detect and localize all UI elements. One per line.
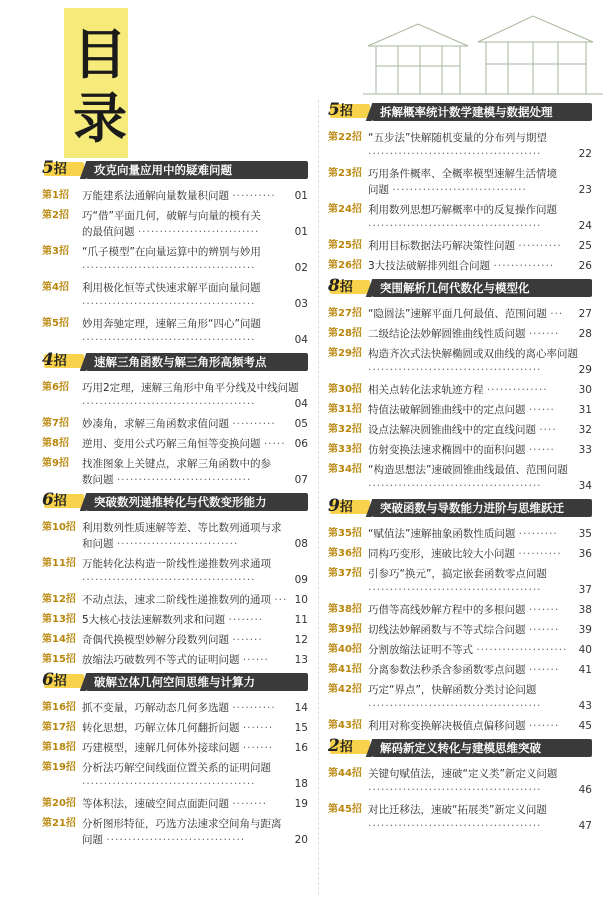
toc-entry[interactable]: 第42招 巧定“界点”，快解函数分类讨论问题 ········································ 43 bbox=[328, 684, 592, 712]
toc-entry[interactable]: 第5招 妙用奔驰定理，速解三角形“四心”问题 ········································ 04 bbox=[42, 318, 308, 346]
column-divider bbox=[318, 100, 319, 895]
toc-entry[interactable]: 第27招 “隐圆法”速解平面几何最值、范围问题 ··· 27 bbox=[328, 308, 592, 320]
section-title: 破解立体几何空间思维与计算力 bbox=[86, 673, 308, 691]
toc-entry[interactable]: 第41招 分离参数法秒杀含参函数零点问题 ······· 41 bbox=[328, 664, 592, 676]
toc-entry[interactable]: 第43招 利用对称变换解决极值点偏移问题 ······· 45 bbox=[328, 720, 592, 732]
toc-entry[interactable]: 第4招 利用极化恒等式快速求解平面向量问题 ········································ 03 bbox=[42, 282, 308, 310]
toc-entry[interactable]: 第15招 放缩法巧破数列不等式的证明问题 ······ 13 bbox=[42, 654, 308, 666]
toc-entry[interactable]: 第19招 分析法巧解空间线面位置关系的证明问题 ········································ 18 bbox=[42, 762, 308, 790]
toc-entry[interactable]: 第28招 二级结论法妙解圆锥曲线性质问题 ······· 28 bbox=[328, 328, 592, 340]
section-title: 解码新定义转化与建模思维突破 bbox=[372, 739, 592, 757]
section-title: 拆解概率统计数学建模与数据处理 bbox=[372, 103, 592, 121]
section-header bbox=[42, 492, 308, 514]
section-header bbox=[42, 672, 308, 694]
toc-entry[interactable]: 第16招 抓不变量，巧解动态几何多选题 ·········· 14 bbox=[42, 702, 308, 714]
section-title: 攻克向量应用中的疑难问题 bbox=[86, 161, 308, 179]
toc-entry[interactable]: 第21招 分析图形特征，巧选方法速求空间角与距离 问题 ································ 20 bbox=[42, 818, 308, 846]
toc-entry[interactable]: 第6招 巧用2定理，速解三角形中角平分线及中线问题 ········································ 04 bbox=[42, 382, 308, 410]
section-title: 速解三角函数与解三角形高频考点 bbox=[86, 353, 308, 371]
section-title: 突破函数与导数能力进阶与思维跃迁 bbox=[372, 499, 592, 517]
toc-entry[interactable]: 第35招 “赋值法”速解抽象函数性质问题 ········· 35 bbox=[328, 528, 592, 540]
toc-entry[interactable]: 第25招 利用目标数据法巧解决策性问题 ·········· 25 bbox=[328, 240, 592, 252]
toc-entry[interactable]: 第22招 “五步法”快解随机变量的分布列与期望 ········································ 22 bbox=[328, 132, 592, 160]
toc-title-char-2: 录 bbox=[73, 86, 127, 150]
section-count: 5招 bbox=[42, 158, 88, 180]
section-count: 5招 bbox=[328, 100, 374, 122]
toc-entry[interactable]: 第40招 分割放缩法证明不等式 ····················· 40 bbox=[328, 644, 592, 656]
section-count: 6招 bbox=[42, 670, 88, 692]
left-column bbox=[42, 158, 308, 852]
toc-entry[interactable]: 第36招 同构巧变形，速破比较大小问题 ·········· 36 bbox=[328, 548, 592, 560]
toc-entry[interactable]: 第20招 等体积法，速破空间点面距问题 ········ 19 bbox=[42, 798, 308, 810]
toc-entry[interactable]: 第29招 构造齐次式法快解椭圆或双曲线的离心率问题 ········································ 29 bbox=[328, 348, 592, 376]
toc-entry[interactable]: 第8招 逆用、变用公式巧解三角恒等变换问题 ····· 06 bbox=[42, 438, 308, 450]
section-count: 6招 bbox=[42, 490, 88, 512]
building-sketch-illustration bbox=[358, 6, 608, 98]
toc-entry[interactable]: 第11招 万能转化法构造一阶线性递推数列求通项 ········································ 09 bbox=[42, 558, 308, 586]
toc-entry[interactable]: 第39招 切线法妙解函数与不等式综合问题 ······· 39 bbox=[328, 624, 592, 636]
toc-entry[interactable]: 第26招 3大技法破解排列组合问题 ·············· 26 bbox=[328, 260, 592, 272]
toc-entry[interactable]: 第38招 巧借等高线妙解方程中的多根问题 ······· 38 bbox=[328, 604, 592, 616]
toc-entry[interactable]: 第10招 利用数列性质速解等差、等比数列通项与求 和问题 ···························· 08 bbox=[42, 522, 308, 550]
toc-entry[interactable]: 第9招 找准图象上关键点，求解三角函数中的参 数问题 ······························· 07 bbox=[42, 458, 308, 486]
toc-entry[interactable]: 第7招 妙凑角，求解三角函数求值问题 ·········· 05 bbox=[42, 418, 308, 430]
toc-entry[interactable]: 第1招 万能建系法通解向量数量积问题 ·········· 01 bbox=[42, 190, 308, 202]
toc-title-char-1: 目 bbox=[73, 22, 127, 86]
toc-entry[interactable]: 第30招 相关点转化法求轨迹方程 ·············· 30 bbox=[328, 384, 592, 396]
toc-entry[interactable]: 第24招 利用数列思想巧解概率中的反复操作问题 ········································ 24 bbox=[328, 204, 592, 232]
toc-entry[interactable]: 第13招 5大核心技法速解数列求和问题 ········ 11 bbox=[42, 614, 308, 626]
section-count: 8招 bbox=[328, 276, 374, 298]
section-header bbox=[42, 160, 308, 182]
right-column bbox=[328, 100, 592, 838]
section-count: 2招 bbox=[328, 736, 374, 758]
section-count: 4招 bbox=[42, 350, 88, 372]
toc-entry[interactable]: 第34招 “构造思想法”速破圆锥曲线最值、范围问题 ········································ 34 bbox=[328, 464, 592, 492]
section-count: 9招 bbox=[328, 496, 374, 518]
toc-entry[interactable]: 第31招 特值法破解圆锥曲线中的定点问题 ······ 31 bbox=[328, 404, 592, 416]
section-header bbox=[328, 278, 592, 300]
toc-entry[interactable]: 第12招 不动点法，速求二阶线性递推数列的通项 ··· 10 bbox=[42, 594, 308, 606]
section-header bbox=[328, 738, 592, 760]
toc-entry[interactable]: 第33招 仿射变换法速求椭圆中的面积问题 ······ 33 bbox=[328, 444, 592, 456]
toc-entry[interactable]: 第2招 巧“借”平面几何，破解与向量的模有关 的最值问题 ···························· 01 bbox=[42, 210, 308, 238]
toc-entry[interactable]: 第18招 巧建模型，速解几何体外接球问题 ······· 16 bbox=[42, 742, 308, 754]
toc-entry[interactable]: 第3招 “爪子模型”在向量运算中的辨别与妙用 ········································ 02 bbox=[42, 246, 308, 274]
toc-entry[interactable]: 第44招 关键句赋值法，速破“定义类”新定义问题 ········································ 46 bbox=[328, 768, 592, 796]
toc-entry[interactable]: 第45招 对比迁移法，速破“拓展类”新定义问题 ········································ 47 bbox=[328, 804, 592, 832]
section-header bbox=[328, 102, 592, 124]
section-title: 突破数列递推转化与代数变形能力 bbox=[86, 493, 308, 511]
toc-entry[interactable]: 第23招 巧用条件概率、全概率模型速解生活情境 问题 ······························· 23 bbox=[328, 168, 592, 196]
section-title: 突围解析几何代数化与模型化 bbox=[372, 279, 592, 297]
section-header bbox=[328, 498, 592, 520]
toc-entry[interactable]: 第37招 引参巧“换元”，搞定嵌套函数零点问题 ········································ 37 bbox=[328, 568, 592, 596]
toc-entry[interactable]: 第32招 设点法解决圆锥曲线中的定直线问题 ···· 32 bbox=[328, 424, 592, 436]
toc-title-banner bbox=[64, 8, 128, 158]
toc-entry[interactable]: 第17招 转化思想，巧解立体几何翻折问题 ······· 15 bbox=[42, 722, 308, 734]
section-header bbox=[42, 352, 308, 374]
toc-entry[interactable]: 第14招 奇偶代换模型妙解分段数列问题 ······· 12 bbox=[42, 634, 308, 646]
